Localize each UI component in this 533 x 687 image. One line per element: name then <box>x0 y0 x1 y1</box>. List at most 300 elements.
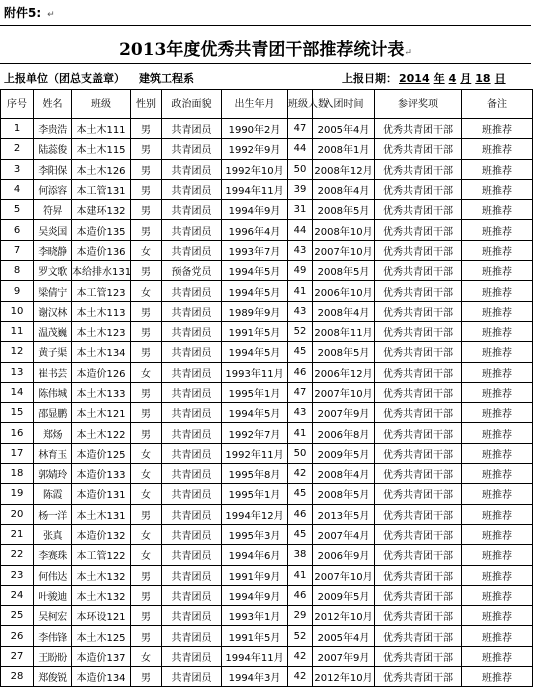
cell-class-size: 43 <box>288 301 313 321</box>
cell-award: 优秀共青团干部 <box>375 565 462 585</box>
cell-class-size: 52 <box>288 321 313 341</box>
cell-name: 邵显鹏 <box>34 403 72 423</box>
cell-award: 优秀共青团干部 <box>375 139 462 159</box>
cell-remarks: 班推荐 <box>462 321 533 341</box>
cell-birth-date: 1990年2月 <box>222 119 288 139</box>
table-row <box>1 240 533 260</box>
cell-gender: 男 <box>131 139 162 159</box>
cell-class: 本给排水131 <box>72 261 131 281</box>
cell-join-date: 2008年11月 <box>313 321 375 341</box>
header-class-size: 班级人数 <box>288 90 313 119</box>
cell-award: 优秀共青团干部 <box>375 281 462 301</box>
cell-class: 本造价134 <box>72 667 131 687</box>
cell-political-status: 共青团员 <box>162 179 222 199</box>
cell-remarks: 班推荐 <box>462 382 533 402</box>
cell-gender: 男 <box>131 301 162 321</box>
cell-join-date: 2007年10月 <box>313 240 375 260</box>
cell-birth-date: 1992年9月 <box>222 139 288 159</box>
table-row <box>1 281 533 301</box>
table-row <box>1 484 533 504</box>
cell-political-status: 共青团员 <box>162 403 222 423</box>
report-date-label: 上报日期： <box>342 72 397 85</box>
title-row <box>0 25 531 64</box>
cell-award: 优秀共青团干部 <box>375 423 462 443</box>
cell-index: 26 <box>1 626 34 646</box>
cell-class-size: 49 <box>288 261 313 281</box>
cell-class: 本土木125 <box>72 626 131 646</box>
cell-political-status: 共青团员 <box>162 484 222 504</box>
cell-class-size: 45 <box>288 342 313 362</box>
cell-gender: 男 <box>131 423 162 443</box>
cell-name: 李晓静 <box>34 240 72 260</box>
cell-class: 本工管131 <box>72 179 131 199</box>
cell-remarks: 班推荐 <box>462 119 533 139</box>
cell-remarks: 班推荐 <box>462 159 533 179</box>
cell-join-date: 2008年4月 <box>313 301 375 321</box>
cell-class-size: 44 <box>288 139 313 159</box>
cell-gender: 男 <box>131 119 162 139</box>
cell-join-date: 2008年4月 <box>313 179 375 199</box>
cell-remarks: 班推荐 <box>462 342 533 362</box>
cell-class-size: 46 <box>288 585 313 605</box>
cell-name: 何添容 <box>34 179 72 199</box>
cell-award: 优秀共青团干部 <box>375 159 462 179</box>
report-date <box>342 70 508 86</box>
cell-class-size: 50 <box>288 159 313 179</box>
cell-remarks: 班推荐 <box>462 139 533 159</box>
cell-index: 14 <box>1 382 34 402</box>
table-body <box>1 119 533 687</box>
table-row <box>1 565 533 585</box>
table-row <box>1 119 533 139</box>
cell-class-size: 46 <box>288 362 313 382</box>
cell-gender: 男 <box>131 179 162 199</box>
cell-gender: 男 <box>131 342 162 362</box>
cell-name: 何伟达 <box>34 565 72 585</box>
cell-birth-date: 1994年6月 <box>222 545 288 565</box>
report-info-row <box>0 63 531 90</box>
cell-class: 本造价125 <box>72 443 131 463</box>
cell-name: 李伟锋 <box>34 626 72 646</box>
cell-award: 优秀共青团干部 <box>375 606 462 626</box>
cell-join-date: 2005年4月 <box>313 119 375 139</box>
cell-class: 本造价131 <box>72 484 131 504</box>
paragraph-mark-icon: ↵ <box>404 48 412 58</box>
cell-gender: 男 <box>131 606 162 626</box>
cell-award: 优秀共青团干部 <box>375 301 462 321</box>
cell-name: 王盼盼 <box>34 646 72 666</box>
paragraph-mark-icon: ↵ <box>47 10 55 20</box>
cell-remarks: 班推荐 <box>462 565 533 585</box>
cell-index: 9 <box>1 281 34 301</box>
cell-join-date: 2008年4月 <box>313 464 375 484</box>
cell-award: 优秀共青团干部 <box>375 240 462 260</box>
table-row <box>1 179 533 199</box>
cell-class: 本土木132 <box>72 565 131 585</box>
cell-remarks: 班推荐 <box>462 362 533 382</box>
table-row <box>1 504 533 524</box>
cell-remarks: 班推荐 <box>462 403 533 423</box>
cell-join-date: 2007年10月 <box>313 382 375 402</box>
cell-award: 优秀共青团干部 <box>375 626 462 646</box>
cell-name: 林育玉 <box>34 443 72 463</box>
cell-index: 11 <box>1 321 34 341</box>
cell-political-status: 共青团员 <box>162 301 222 321</box>
cell-class-size: 38 <box>288 545 313 565</box>
cell-name: 陈伟城 <box>34 382 72 402</box>
cell-gender: 男 <box>131 159 162 179</box>
cell-class: 本土木132 <box>72 585 131 605</box>
reporting-department: 建筑工程系 <box>139 72 194 85</box>
cell-gender: 女 <box>131 484 162 504</box>
cell-class: 本土木121 <box>72 403 131 423</box>
cell-name: 陆蕊俊 <box>34 139 72 159</box>
cell-birth-date: 1995年8月 <box>222 464 288 484</box>
cell-join-date: 2008年10月 <box>313 220 375 240</box>
cell-award: 优秀共青团干部 <box>375 524 462 544</box>
cell-join-date: 2006年10月 <box>313 281 375 301</box>
report-date-year-unit: 年 <box>433 72 445 85</box>
cell-index: 12 <box>1 342 34 362</box>
nominee-table <box>0 89 533 687</box>
table-row <box>1 646 533 666</box>
cell-class: 本造价126 <box>72 362 131 382</box>
cell-class-size: 45 <box>288 524 313 544</box>
cell-political-status: 共青团员 <box>162 200 222 220</box>
cell-birth-date: 1991年5月 <box>222 321 288 341</box>
cell-award: 优秀共青团干部 <box>375 382 462 402</box>
table-row <box>1 342 533 362</box>
cell-birth-date: 1989年9月 <box>222 301 288 321</box>
cell-name: 李阳保 <box>34 159 72 179</box>
cell-remarks: 班推荐 <box>462 261 533 281</box>
cell-birth-date: 1992年11月 <box>222 443 288 463</box>
cell-join-date: 2007年10月 <box>313 565 375 585</box>
cell-political-status: 共青团员 <box>162 220 222 240</box>
cell-class-size: 50 <box>288 443 313 463</box>
cell-join-date: 2006年9月 <box>313 545 375 565</box>
table-row <box>1 321 533 341</box>
cell-join-date: 2005年4月 <box>313 626 375 646</box>
cell-gender: 男 <box>131 565 162 585</box>
cell-join-date: 2007年9月 <box>313 646 375 666</box>
cell-class: 本造价135 <box>72 220 131 240</box>
cell-gender: 男 <box>131 585 162 605</box>
cell-birth-date: 1996年4月 <box>222 220 288 240</box>
cell-index: 3 <box>1 159 34 179</box>
cell-index: 20 <box>1 504 34 524</box>
cell-index: 22 <box>1 545 34 565</box>
cell-name: 谢汉林 <box>34 301 72 321</box>
cell-name: 李赛珠 <box>34 545 72 565</box>
cell-name: 郑俊锐 <box>34 667 72 687</box>
cell-class-size: 42 <box>288 464 313 484</box>
cell-remarks: 班推荐 <box>462 545 533 565</box>
cell-join-date: 2008年5月 <box>313 261 375 281</box>
cell-join-date: 2008年5月 <box>313 342 375 362</box>
reporting-unit-label: 上报单位（团总支盖章） <box>4 72 125 85</box>
cell-gender: 男 <box>131 403 162 423</box>
cell-birth-date: 1994年11月 <box>222 179 288 199</box>
cell-index: 8 <box>1 261 34 281</box>
cell-remarks: 班推荐 <box>462 606 533 626</box>
header-class: 班级 <box>72 90 131 119</box>
cell-gender: 女 <box>131 545 162 565</box>
report-date-month-unit: 月 <box>460 72 472 85</box>
table-row <box>1 545 533 565</box>
cell-gender: 女 <box>131 443 162 463</box>
cell-class-size: 42 <box>288 667 313 687</box>
cell-name: 李贵浩 <box>34 119 72 139</box>
cell-gender: 男 <box>131 321 162 341</box>
cell-political-status: 预备党员 <box>162 261 222 281</box>
report-date-month: 4 <box>448 72 457 85</box>
cell-name: 吴炎国 <box>34 220 72 240</box>
cell-name: 杨一洋 <box>34 504 72 524</box>
cell-remarks: 班推荐 <box>462 443 533 463</box>
cell-name: 梁倩宁 <box>34 281 72 301</box>
cell-remarks: 班推荐 <box>462 464 533 484</box>
cell-name: 符昇 <box>34 200 72 220</box>
cell-award: 优秀共青团干部 <box>375 504 462 524</box>
cell-award: 优秀共青团干部 <box>375 646 462 666</box>
cell-name: 郑炀 <box>34 423 72 443</box>
cell-political-status: 共青团员 <box>162 342 222 362</box>
cell-join-date: 2013年5月 <box>313 504 375 524</box>
cell-join-date: 2008年5月 <box>313 200 375 220</box>
table-row <box>1 606 533 626</box>
cell-political-status: 共青团员 <box>162 362 222 382</box>
cell-political-status: 共青团员 <box>162 606 222 626</box>
cell-index: 5 <box>1 200 34 220</box>
cell-class-size: 29 <box>288 606 313 626</box>
cell-award: 优秀共青团干部 <box>375 342 462 362</box>
cell-remarks: 班推荐 <box>462 524 533 544</box>
cell-class-size: 44 <box>288 220 313 240</box>
cell-name: 崔书芸 <box>34 362 72 382</box>
table-header-row <box>1 90 533 119</box>
cell-remarks: 班推荐 <box>462 179 533 199</box>
cell-class: 本造价137 <box>72 646 131 666</box>
cell-class: 本土木123 <box>72 321 131 341</box>
cell-index: 28 <box>1 667 34 687</box>
cell-name: 罗文歌 <box>34 261 72 281</box>
cell-gender: 女 <box>131 646 162 666</box>
cell-class: 本环设121 <box>72 606 131 626</box>
table-row <box>1 261 533 281</box>
cell-class-size: 47 <box>288 382 313 402</box>
cell-index: 7 <box>1 240 34 260</box>
cell-birth-date: 1994年9月 <box>222 200 288 220</box>
cell-join-date: 2008年5月 <box>313 484 375 504</box>
cell-remarks: 班推荐 <box>462 626 533 646</box>
cell-award: 优秀共青团干部 <box>375 484 462 504</box>
cell-join-date: 2008年12月 <box>313 159 375 179</box>
cell-award: 优秀共青团干部 <box>375 261 462 281</box>
table-row <box>1 443 533 463</box>
reporting-unit <box>4 70 194 86</box>
cell-remarks: 班推荐 <box>462 301 533 321</box>
cell-birth-date: 1993年1月 <box>222 606 288 626</box>
cell-award: 优秀共青团干部 <box>375 464 462 484</box>
cell-political-status: 共青团员 <box>162 545 222 565</box>
cell-name: 叶骏迪 <box>34 585 72 605</box>
cell-class-size: 47 <box>288 119 313 139</box>
cell-remarks: 班推荐 <box>462 200 533 220</box>
cell-birth-date: 1994年5月 <box>222 403 288 423</box>
cell-award: 优秀共青团干部 <box>375 200 462 220</box>
cell-name: 张真 <box>34 524 72 544</box>
cell-birth-date: 1995年1月 <box>222 382 288 402</box>
cell-political-status: 共青团员 <box>162 464 222 484</box>
cell-class: 本土木111 <box>72 119 131 139</box>
cell-join-date: 2007年9月 <box>313 403 375 423</box>
cell-birth-date: 1991年9月 <box>222 565 288 585</box>
table-row <box>1 200 533 220</box>
cell-remarks: 班推荐 <box>462 423 533 443</box>
cell-political-status: 共青团员 <box>162 667 222 687</box>
cell-class-size: 43 <box>288 403 313 423</box>
cell-class-size: 43 <box>288 240 313 260</box>
cell-political-status: 共青团员 <box>162 281 222 301</box>
header-name: 姓名 <box>34 90 72 119</box>
table-row <box>1 362 533 382</box>
header-award: 参评奖项 <box>375 90 462 119</box>
cell-birth-date: 1992年7月 <box>222 423 288 443</box>
cell-class: 本土木134 <box>72 342 131 362</box>
cell-name: 郭婧玲 <box>34 464 72 484</box>
report-date-day: 18 <box>475 72 491 85</box>
cell-index: 15 <box>1 403 34 423</box>
cell-award: 优秀共青团干部 <box>375 545 462 565</box>
cell-index: 23 <box>1 565 34 585</box>
cell-class: 本土木122 <box>72 423 131 443</box>
table-row <box>1 220 533 240</box>
cell-political-status: 共青团员 <box>162 423 222 443</box>
cell-name: 温茂巍 <box>34 321 72 341</box>
cell-gender: 男 <box>131 220 162 240</box>
cell-award: 优秀共青团干部 <box>375 321 462 341</box>
cell-class-size: 42 <box>288 646 313 666</box>
cell-index: 24 <box>1 585 34 605</box>
cell-remarks: 班推荐 <box>462 667 533 687</box>
table-row <box>1 403 533 423</box>
cell-birth-date: 1994年3月 <box>222 667 288 687</box>
cell-class: 本土木126 <box>72 159 131 179</box>
cell-class: 本土木113 <box>72 301 131 321</box>
header-gender: 性别 <box>131 90 162 119</box>
cell-class: 本造价133 <box>72 464 131 484</box>
cell-award: 优秀共青团干部 <box>375 362 462 382</box>
cell-political-status: 共青团员 <box>162 382 222 402</box>
cell-index: 1 <box>1 119 34 139</box>
cell-birth-date: 1994年9月 <box>222 585 288 605</box>
table-row <box>1 667 533 687</box>
cell-class-size: 41 <box>288 423 313 443</box>
cell-award: 优秀共青团干部 <box>375 443 462 463</box>
cell-join-date: 2009年5月 <box>313 443 375 463</box>
attachment-text: 附件5: <box>4 6 42 20</box>
table-row <box>1 159 533 179</box>
cell-name: 陈霞 <box>34 484 72 504</box>
cell-join-date: 2007年4月 <box>313 524 375 544</box>
cell-join-date: 2009年5月 <box>313 585 375 605</box>
cell-join-date: 2008年1月 <box>313 139 375 159</box>
header-political-status: 政治面貌 <box>162 90 222 119</box>
cell-award: 优秀共青团干部 <box>375 585 462 605</box>
document-title <box>0 35 531 60</box>
table-row <box>1 139 533 159</box>
cell-remarks: 班推荐 <box>462 240 533 260</box>
cell-award: 优秀共青团干部 <box>375 119 462 139</box>
cell-award: 优秀共青团干部 <box>375 403 462 423</box>
cell-class: 本土木131 <box>72 504 131 524</box>
cell-name: 黄子渠 <box>34 342 72 362</box>
cell-political-status: 共青团员 <box>162 524 222 544</box>
cell-join-date: 2006年8月 <box>313 423 375 443</box>
cell-remarks: 班推荐 <box>462 220 533 240</box>
cell-index: 13 <box>1 362 34 382</box>
cell-index: 16 <box>1 423 34 443</box>
cell-remarks: 班推荐 <box>462 281 533 301</box>
cell-birth-date: 1994年5月 <box>222 342 288 362</box>
cell-index: 6 <box>1 220 34 240</box>
cell-political-status: 共青团员 <box>162 443 222 463</box>
cell-political-status: 共青团员 <box>162 585 222 605</box>
cell-birth-date: 1993年11月 <box>222 362 288 382</box>
cell-class: 本土木133 <box>72 382 131 402</box>
cell-class: 本土木115 <box>72 139 131 159</box>
table-row <box>1 585 533 605</box>
cell-class-size: 41 <box>288 565 313 585</box>
cell-class-size: 52 <box>288 626 313 646</box>
table-row <box>1 626 533 646</box>
cell-remarks: 班推荐 <box>462 646 533 666</box>
cell-political-status: 共青团员 <box>162 565 222 585</box>
cell-index: 18 <box>1 464 34 484</box>
cell-gender: 女 <box>131 281 162 301</box>
cell-remarks: 班推荐 <box>462 504 533 524</box>
cell-index: 2 <box>1 139 34 159</box>
cell-gender: 女 <box>131 362 162 382</box>
cell-index: 25 <box>1 606 34 626</box>
cell-index: 4 <box>1 179 34 199</box>
cell-political-status: 共青团员 <box>162 139 222 159</box>
cell-name: 吴柯宏 <box>34 606 72 626</box>
cell-gender: 女 <box>131 464 162 484</box>
report-date-year: 2014 <box>399 72 430 85</box>
cell-class: 本建环132 <box>72 200 131 220</box>
cell-gender: 女 <box>131 524 162 544</box>
cell-gender: 男 <box>131 626 162 646</box>
cell-political-status: 共青团员 <box>162 504 222 524</box>
cell-join-date: 2006年12月 <box>313 362 375 382</box>
cell-birth-date: 1993年7月 <box>222 240 288 260</box>
cell-birth-date: 1992年10月 <box>222 159 288 179</box>
cell-political-status: 共青团员 <box>162 626 222 646</box>
cell-birth-date: 1994年11月 <box>222 646 288 666</box>
cell-join-date: 2012年10月 <box>313 667 375 687</box>
cell-index: 21 <box>1 524 34 544</box>
title-text: 2013年度优秀共青团干部推荐统计表 <box>119 40 405 60</box>
cell-birth-date: 1994年12月 <box>222 504 288 524</box>
header-join-date: 入团时间 <box>313 90 375 119</box>
attachment-label <box>4 4 55 21</box>
table-row <box>1 423 533 443</box>
cell-award: 优秀共青团干部 <box>375 220 462 240</box>
cell-award: 优秀共青团干部 <box>375 667 462 687</box>
cell-class-size: 31 <box>288 200 313 220</box>
